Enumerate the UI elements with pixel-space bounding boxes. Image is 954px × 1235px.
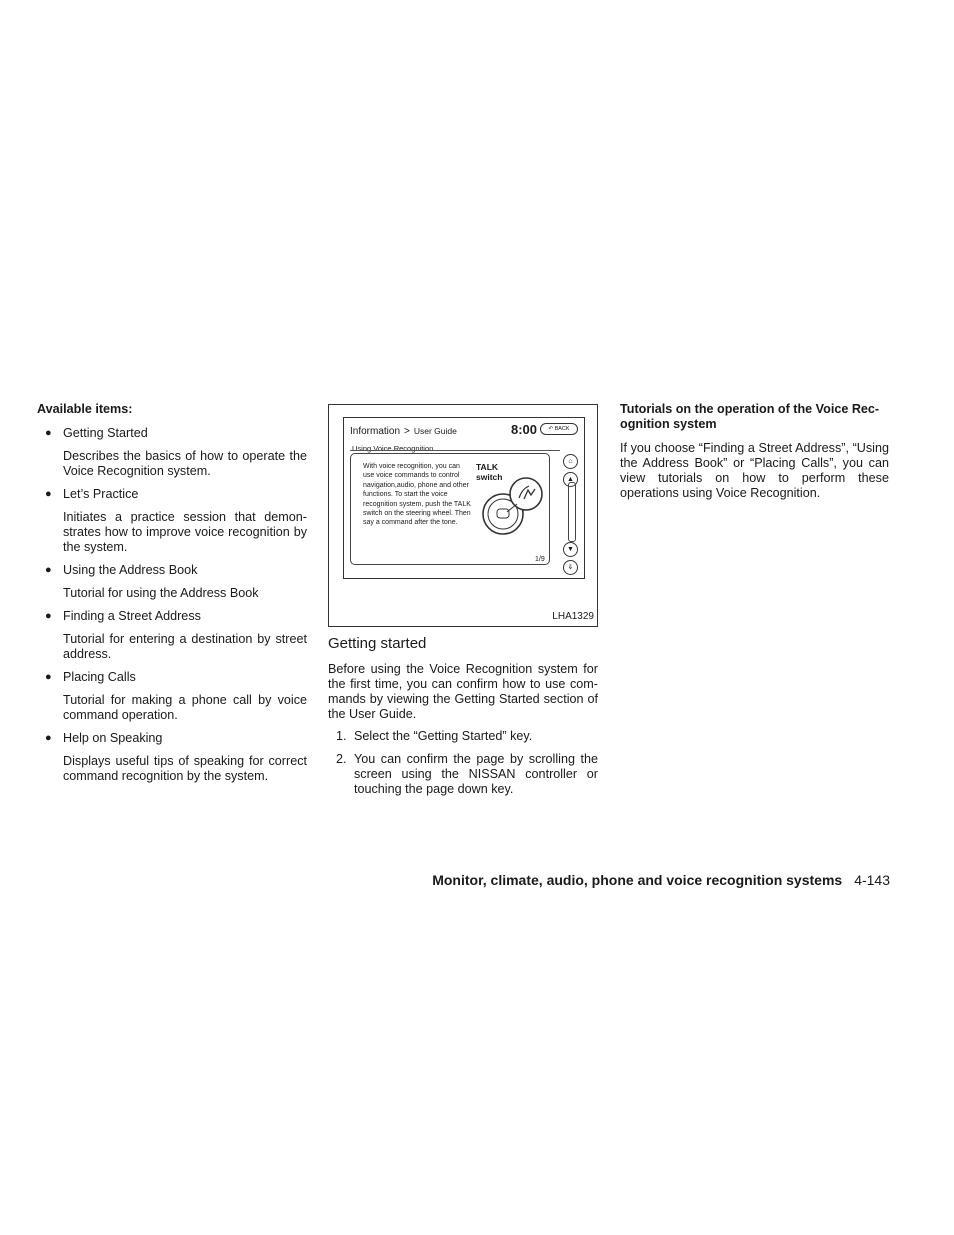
- numbered-step: [328, 752, 598, 797]
- item-label: Finding a Street Address: [63, 609, 201, 623]
- bullet-icon: ●: [45, 610, 52, 622]
- getting-started-heading: Getting started: [328, 635, 427, 652]
- item-label: Using the Address Book: [63, 563, 198, 577]
- screen-clock: 8:00: [511, 422, 538, 437]
- item-description: Tutorial for making a phone call by voice command operation.: [63, 693, 307, 722]
- screen-header: [350, 424, 457, 439]
- screen-divider: [350, 450, 560, 451]
- figure-caption: LHA1329: [552, 611, 594, 622]
- step-text: You can confirm the page by scrolling the screen using the NISSAN controller or touching the page down key.: [354, 752, 598, 796]
- bullet-icon: ●: [45, 488, 52, 500]
- figure-screen-illustration: [328, 404, 598, 627]
- item-description: Tutorial for using the Address Book: [63, 586, 259, 600]
- steering-wheel-icon: [481, 476, 545, 542]
- item-description: Describes the basics of how to operate the Voice Recognition system.: [63, 449, 307, 478]
- bullet-icon: ●: [45, 671, 52, 683]
- bullet-icon: ●: [45, 427, 52, 439]
- item-label: Getting Started: [63, 426, 148, 440]
- tutorials-paragraph: If you choose “Finding a Street Address”, “Using the Address Book” or “Placing Calls”, you can view tutorials on how to perform these operations using Voice Recognition.: [620, 441, 889, 500]
- page-footer: [380, 873, 890, 888]
- screen-subtitle: User Guide: [413, 426, 457, 436]
- item-description: Displays useful tips of speaking for correct command recognition by the system.: [63, 754, 307, 783]
- scroll-down-icon: ▼: [563, 542, 578, 557]
- column-available-items: [37, 402, 307, 792]
- list-item: [37, 609, 307, 624]
- display-screen: [343, 417, 585, 579]
- item-description: Initiates a practice session that demon-strates how to improve voice recognition by the system.: [63, 510, 307, 554]
- item-description: Tutorial for entering a destination by street address.: [63, 632, 307, 661]
- bullet-icon: ●: [45, 732, 52, 744]
- talk-label-line1: TALK: [476, 462, 499, 472]
- list-item: [37, 487, 307, 502]
- page-indicator: 1/9: [535, 556, 545, 563]
- screen-body-text: With voice recognition, you can use voice commands to control navigation,audio, phone and other functions. To start the voice recognition system, push the TALK switch on the steering wheel. Then say a command after the tone.: [363, 463, 471, 527]
- page-up-icon: ▲: [563, 472, 578, 487]
- step-text: Select the “Getting Started” key.: [354, 729, 533, 743]
- screen-content-panel: [350, 453, 550, 565]
- chapter-title: Monitor, climate, audio, phone and voice recognition systems: [432, 872, 843, 888]
- item-label: Help on Speaking: [63, 731, 163, 745]
- back-label: BACK: [554, 426, 570, 432]
- screen-section-title: Using Voice Recognition: [352, 444, 434, 453]
- page-down-icon: ⇓: [563, 560, 578, 575]
- list-item: [37, 426, 307, 441]
- screen-title: Information: [350, 426, 401, 437]
- list-item: [37, 670, 307, 685]
- tutorials-heading: Tutorials on the operation of the Voice Rec-ognition system: [620, 402, 880, 431]
- step-number: 1.: [336, 729, 347, 743]
- item-label: Let’s Practice: [63, 487, 139, 501]
- numbered-step: [328, 729, 598, 744]
- home-icon: ⌂: [563, 454, 578, 469]
- back-button: ↶ BACK: [540, 423, 578, 435]
- list-item: [37, 563, 307, 578]
- available-items-heading: Available items:: [37, 402, 133, 416]
- column-getting-started: [328, 404, 598, 805]
- page-number: 4-143: [854, 872, 890, 888]
- item-label: Placing Calls: [63, 670, 136, 684]
- getting-started-paragraph: Before using the Voice Recognition system for the first time, you can confirm how to use com-mands by viewing the Getting Started section of the User Guide.: [328, 662, 598, 721]
- breadcrumb-separator: >: [404, 426, 410, 437]
- step-number: 2.: [336, 752, 347, 766]
- column-tutorials: [620, 402, 889, 508]
- bullet-icon: ●: [45, 564, 52, 576]
- list-item: [37, 731, 307, 746]
- talk-label-line2: switch: [476, 471, 503, 482]
- scroll-bar: [568, 482, 576, 542]
